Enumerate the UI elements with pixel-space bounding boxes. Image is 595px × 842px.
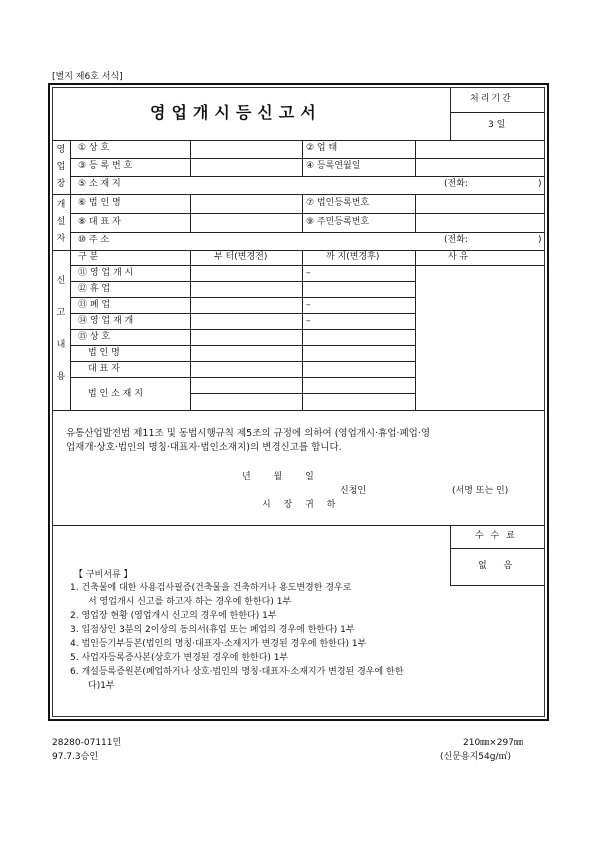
founder-phone-label: (전화: <box>444 235 468 245</box>
founder-side-label: 개 설 자 <box>56 200 66 244</box>
footer-form-code: 28280-07111민 <box>52 738 122 748</box>
processing-period-header: 처리기간 <box>470 94 513 104</box>
doc-item-5: 5. 사업자등록증사본(상호가 변경된 경우에 한한다) 1부 <box>70 653 289 663</box>
declaration-line-2: 업재개·상호·법인의 명칭·대표자·법인소재지)의 변경신고를 합니다. <box>66 442 342 453</box>
applicant-field[interactable] <box>385 484 445 498</box>
registration-number-field[interactable] <box>191 159 301 175</box>
form-title: 영업개시등신고서 <box>150 103 322 122</box>
row-label-corp-name: 법 인 명 <box>88 348 120 358</box>
registration-date-label: ④ 등록연월일 <box>306 161 361 171</box>
row-label-corp-address: 법 인 소 재 지 <box>88 389 143 399</box>
row-label-suspend: ⑫ 휴 업 <box>78 284 111 294</box>
footer-paper-type: (신문용지54g/㎡) <box>440 752 511 762</box>
doc-item-6b: 다)1부 <box>88 681 115 691</box>
fee-header: 수 수 료 <box>475 531 517 541</box>
row-label-reopen: ⑭ 영 업 재 개 <box>78 316 134 326</box>
corporation-reg-field[interactable] <box>416 195 544 212</box>
doc-item-1a: 1. 건축물에 대한 사용검사필증(건축물을 건축하거나 용도변경한 경우로 <box>70 583 352 593</box>
resident-number-label: ⑨ 주민등록번호 <box>306 217 370 227</box>
report-side-label: 신 고 내 용 <box>56 276 66 382</box>
col-reason-header: 사 유 <box>448 252 469 262</box>
footer-paper-size: 210㎜×297㎜ <box>463 738 523 748</box>
row-label-close: ⑬ 폐 업 <box>78 300 111 310</box>
row-label-representative: 대 표 자 <box>88 364 120 374</box>
business-address-label: ⑤ 소 재 지 <box>78 179 121 189</box>
row-label-tradename: ⑮ 상 호 <box>78 332 111 342</box>
documents-heading: 【 구비서류 】 <box>74 570 133 580</box>
col-from-header: 부 터(변경전) <box>214 252 268 262</box>
form-label: [별지 제6호 서식] <box>52 72 123 82</box>
col-to-header: 까 지(변경후) <box>326 252 380 262</box>
row-to-close: – <box>306 300 311 310</box>
resident-number-field[interactable] <box>416 214 544 231</box>
declaration-line-1: 유통산업발전법 제11조 및 동법시행규칙 제5조의 규정에 의하여 (영업개시·휴업·폐업·영 <box>66 428 431 439</box>
registration-number-label: ③ 등 록 번 호 <box>78 161 133 171</box>
representative-label: ⑧ 대 표 자 <box>78 217 121 227</box>
processing-period-value: 3 일 <box>488 120 506 130</box>
business-type-label: ② 업 태 <box>306 143 338 153</box>
row-to-open: – <box>306 268 311 278</box>
corporation-name-field[interactable] <box>191 195 301 212</box>
corporation-reg-label: ⑦ 법인등록번호 <box>306 198 370 208</box>
trade-name-field[interactable] <box>191 141 301 157</box>
business-phone-close: ) <box>538 179 542 189</box>
doc-item-1b: 서 영업개시 신고를 하고자 하는 경우에 한한다) 1부 <box>88 597 292 607</box>
founder-address-label: ⑩ 주 소 <box>78 235 110 245</box>
registration-date-field[interactable] <box>416 159 544 175</box>
open-from-field[interactable] <box>191 266 301 280</box>
row-label-open: ⑪ 영 업 개 시 <box>78 268 134 278</box>
business-type-field[interactable] <box>416 141 544 157</box>
applicant-label: 신청인 <box>340 486 367 496</box>
business-side-label: 영 업 장 <box>56 145 66 189</box>
corporation-name-label: ⑥ 법 인 명 <box>78 198 121 208</box>
doc-item-4: 4. 법인등기부등본(법인의 명칭·대표자·소재지가 변경된 경우에 한한다) 1부 <box>70 639 367 649</box>
signature-label: (서명 또는 인) <box>452 486 509 496</box>
business-phone-label: (전화: <box>444 179 468 189</box>
col-category-header: 구 분 <box>78 252 99 262</box>
business-address-field[interactable] <box>191 177 441 193</box>
doc-item-3: 3. 입점상인 3분의 2이상의 동의서(휴업 또는 폐업의 경우에 한한다) 1부 <box>70 625 355 635</box>
footer-approval: 97.7.3승인 <box>52 752 99 762</box>
addressee: 시 장 귀 하 <box>262 500 336 510</box>
fee-value: 없 음 <box>478 561 513 571</box>
founder-phone-close: ) <box>538 235 542 245</box>
doc-item-6a: 6. 개설등록증원본(폐업하거나 상호·법인의 명칭·대표자·소재지가 변경된 경우에 한한 <box>70 667 404 677</box>
row-to-reopen: – <box>306 316 311 326</box>
reason-field[interactable] <box>416 266 544 409</box>
founder-address-field[interactable] <box>191 233 441 249</box>
trade-name-label: ① 상 호 <box>78 143 110 153</box>
declaration-date: 년 월 일 <box>242 472 314 482</box>
representative-field[interactable] <box>191 214 301 231</box>
doc-item-2: 2. 영업장 현황 (영업개시 신고의 경우에 한한다) 1부 <box>70 611 277 621</box>
